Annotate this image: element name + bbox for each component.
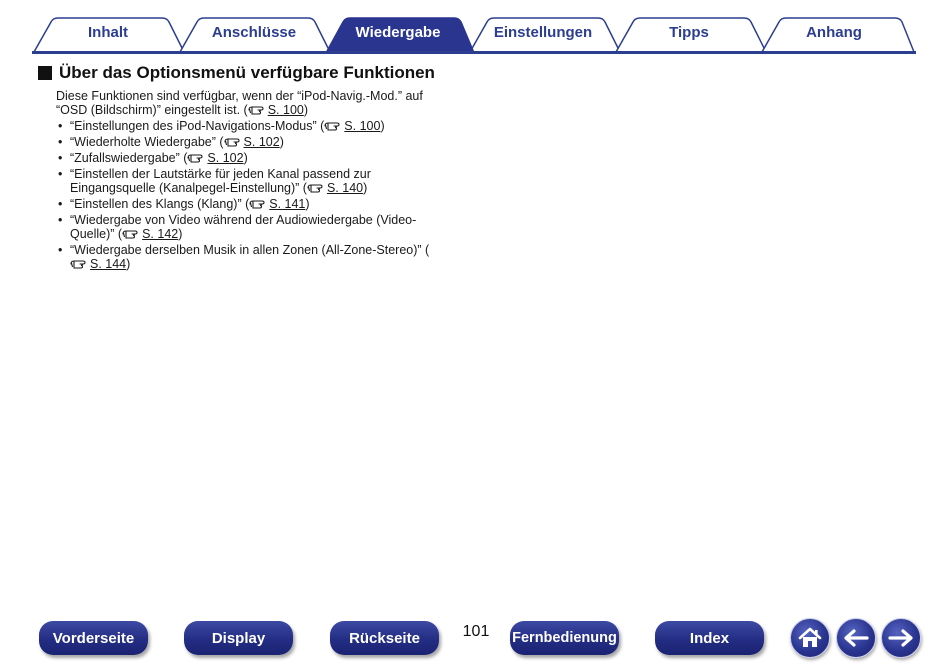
intro-page-link[interactable]: S. 100 <box>267 103 304 117</box>
item-close: ) <box>305 197 310 211</box>
tab-inhalt[interactable]: Inhalt <box>88 24 128 41</box>
list-item <box>56 135 456 149</box>
list-item-text: “Einstellen des Klangs (Klang)” ( <box>70 197 250 211</box>
pointing-hand-icon <box>187 152 207 163</box>
page-link[interactable]: S. 100 <box>344 119 381 133</box>
section-heading <box>38 62 435 84</box>
page-link[interactable]: S. 144 <box>90 257 127 271</box>
section-heading-text: Über das Optionsmenü verfügbare Funktionen <box>59 63 435 82</box>
item-close: ) <box>380 119 385 133</box>
list-item <box>56 213 456 241</box>
list-item-text: “Einstellungen des iPod-Navigations-Modus” ( <box>70 119 325 133</box>
intro-reference[interactable] <box>248 103 304 117</box>
pointing-hand-icon <box>224 136 244 147</box>
top-tab-bar <box>0 0 950 56</box>
list-item-reference[interactable] <box>187 151 243 165</box>
tab-anschluesse[interactable]: Anschlüsse <box>211 24 297 41</box>
list-item <box>56 197 456 211</box>
pointing-hand-icon <box>324 120 344 131</box>
display-button[interactable]: Display <box>184 621 293 655</box>
rueckseite-button[interactable]: Rückseite <box>330 621 439 655</box>
pointing-hand-icon <box>249 198 269 209</box>
page-number: 101 <box>462 623 490 640</box>
list-item <box>56 119 456 133</box>
arrow-left-icon <box>842 628 870 648</box>
pointing-hand-icon <box>248 104 268 115</box>
arrow-right-icon <box>887 628 915 648</box>
item-close: ) <box>178 227 183 241</box>
intro-paragraph <box>56 89 456 117</box>
tab-einstellungen[interactable]: Einstellungen <box>493 24 593 41</box>
list-item-text: “Zufallswiedergabe” ( <box>70 151 188 165</box>
list-item-reference[interactable] <box>70 257 126 271</box>
item-close: ) <box>279 135 284 149</box>
intro-close: ) <box>303 103 309 117</box>
pointing-hand-icon <box>122 228 142 239</box>
tab-tipps[interactable]: Tipps <box>669 24 709 41</box>
pointing-hand-icon <box>70 258 90 269</box>
list-item-text: “Wiedergabe derselben Musik in allen Zonen (All-Zone-Stereo)” ( <box>70 243 430 257</box>
forward-button[interactable] <box>881 618 921 658</box>
intro-line-2-text: “OSD (Bildschirm)” eingestellt ist. ( <box>56 103 248 117</box>
vorderseite-button[interactable]: Vorderseite <box>39 621 148 655</box>
item-close: ) <box>363 181 368 195</box>
home-icon <box>797 626 823 650</box>
tab-wiedergabe[interactable]: Wiedergabe <box>355 24 441 41</box>
function-list <box>56 119 456 273</box>
item-close: ) <box>126 257 131 271</box>
page-link[interactable]: S. 102 <box>207 151 244 165</box>
square-bullet-icon <box>38 66 52 80</box>
list-item <box>56 167 456 195</box>
index-button[interactable]: Index <box>655 621 764 655</box>
fernbedienung-button[interactable]: Fernbedienung <box>510 621 619 655</box>
item-close: ) <box>243 151 248 165</box>
list-item-reference[interactable] <box>249 197 305 211</box>
home-button[interactable] <box>790 618 830 658</box>
list-item-reference[interactable] <box>324 119 380 133</box>
list-item-text: “Wiedergabe von Video während der Audiowiedergabe (Video-Quelle)” ( <box>70 213 417 241</box>
intro-line-1: Diese Funktionen sind verfügbar, wenn der “iPod-Navig.-Mod.” auf <box>56 89 423 103</box>
list-item-reference[interactable] <box>224 135 280 149</box>
pointing-hand-icon <box>307 182 327 193</box>
page-link[interactable]: S. 102 <box>243 135 280 149</box>
list-item-text: “Wiederholte Wiedergabe” ( <box>70 135 224 149</box>
list-item-reference[interactable] <box>307 181 363 195</box>
tab-anhang[interactable]: Anhang <box>806 24 862 41</box>
list-item <box>56 151 456 165</box>
intro-line-2 <box>56 103 456 117</box>
back-button[interactable] <box>836 618 876 658</box>
list-item-reference[interactable] <box>122 227 178 241</box>
page-link[interactable]: S. 140 <box>326 181 364 195</box>
list-item <box>56 243 456 271</box>
page-link[interactable]: S. 142 <box>142 227 179 241</box>
page-link[interactable]: S. 141 <box>269 197 306 211</box>
list-item-text: “Einstellen der Lautstärke für jeden Kanal passend zur Eingangsquelle (Kanalpegel-Einstellung)” ( <box>70 167 371 195</box>
